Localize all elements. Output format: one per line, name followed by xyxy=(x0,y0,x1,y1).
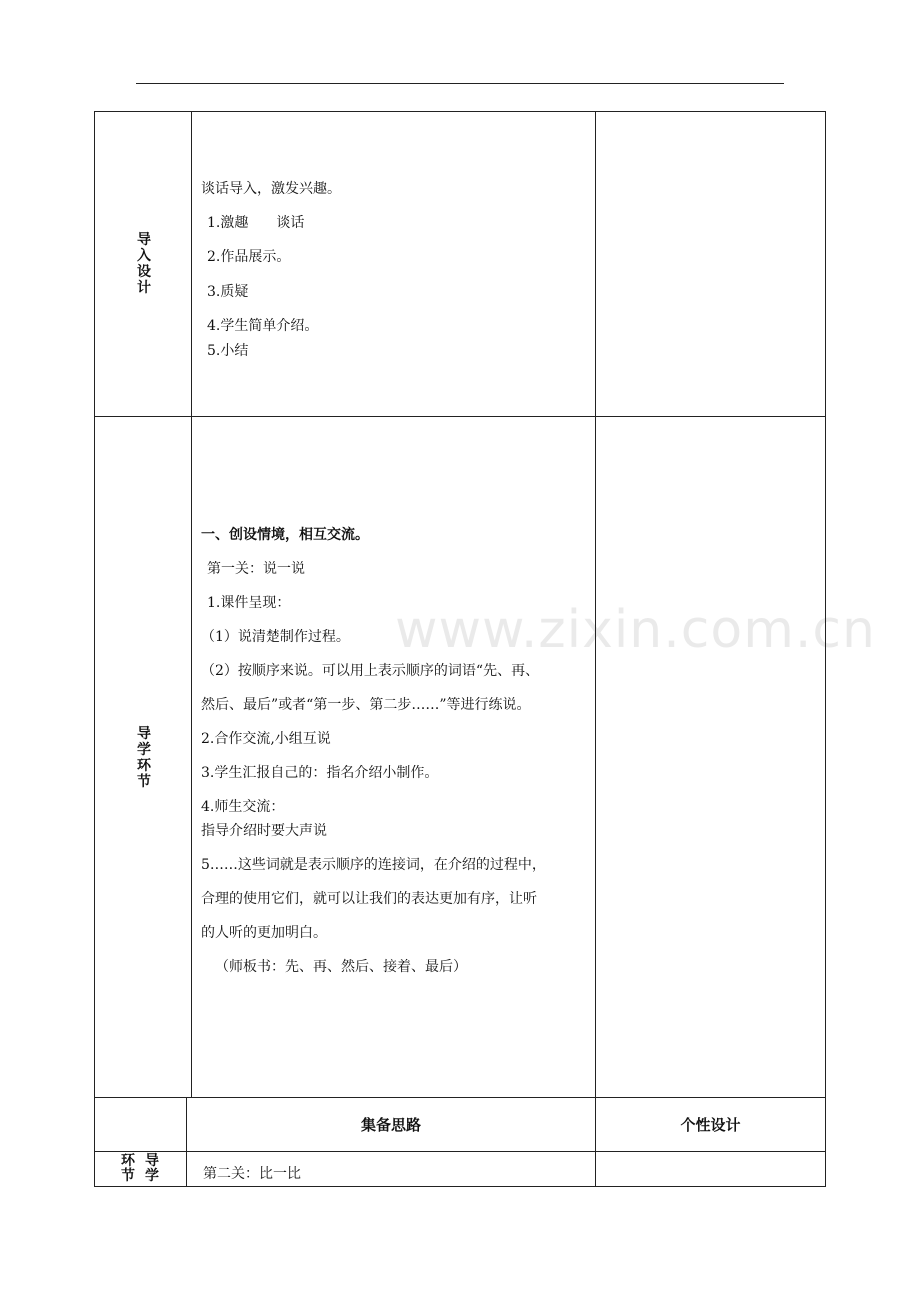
col-divider-2 xyxy=(595,111,596,1186)
header-rule xyxy=(136,83,784,84)
lesson-line: （1）说清楚制作过程。 xyxy=(201,629,350,645)
row4-label-right xyxy=(145,1154,161,1184)
intro-line: 1.激趣 谈话 xyxy=(207,215,305,231)
label-char: 设 xyxy=(137,264,151,280)
label-char: 学 xyxy=(145,1168,159,1184)
row4-label-left xyxy=(121,1154,137,1184)
table-border-left xyxy=(94,111,95,1186)
intro-line: 5.小结 xyxy=(207,343,249,359)
label-char: 计 xyxy=(137,280,151,296)
column-header-collective-prep: 集备思路 xyxy=(360,1116,421,1134)
intro-line: 2.作品展示。 xyxy=(207,249,291,265)
table-border-right xyxy=(825,111,826,1186)
lesson-line: 合理的使用它们，就可以让我们的表达更加有序，让听 xyxy=(201,891,537,907)
label-char: 入 xyxy=(137,248,151,264)
lesson-line: 1.课件呈现： xyxy=(207,595,291,611)
lesson-line: 然后、最后”或者“第一步、第二步……”等进行练说。 xyxy=(201,697,531,713)
row-label-guided-learning xyxy=(136,726,152,790)
lesson-line: 指导介绍时要大声说 xyxy=(201,823,327,839)
lesson-line: 2.合作交流,小组互说 xyxy=(201,731,331,747)
lesson-line: （师板书：先、再、然后、接着、最后） xyxy=(215,959,467,975)
row-divider-1 xyxy=(94,416,826,417)
lesson-line: 3.学生汇报自己的：指名介绍小制作。 xyxy=(201,765,439,781)
column-header-personal-design: 个性设计 xyxy=(680,1116,741,1134)
label-char: 学 xyxy=(137,742,151,758)
label-char: 环 xyxy=(121,1153,135,1169)
lesson-line: 4.师生交流： xyxy=(201,799,285,815)
lesson-line: （2）按顺序来说。可以用上表示顺序的词语“先、再、 xyxy=(201,663,540,679)
row4-text: 第二关：比一比 xyxy=(203,1166,301,1182)
label-char: 导 xyxy=(145,1153,159,1169)
label-char: 节 xyxy=(137,774,151,790)
table-border-bottom xyxy=(94,1186,826,1187)
lesson-line: 的人听的更加明白。 xyxy=(201,925,327,941)
label-char: 导 xyxy=(137,726,151,742)
table-border-top xyxy=(94,111,826,112)
col-divider-1-upper xyxy=(191,111,192,1097)
section-heading: 一、创设情境，相互交流。 xyxy=(201,527,369,543)
label-char: 节 xyxy=(121,1168,135,1184)
row-divider-3 xyxy=(94,1151,826,1152)
intro-line: 4.学生简单介绍。 xyxy=(207,318,319,334)
lesson-line: 5……这些词就是表示顺序的连接词，在介绍的过程中， xyxy=(201,857,546,873)
lesson-line: 第一关：说一说 xyxy=(207,561,305,577)
label-char: 导 xyxy=(137,232,151,248)
intro-line: 3.质疑 xyxy=(207,284,249,300)
row-divider-2 xyxy=(94,1097,826,1098)
watermark: www.zixin.com.cn xyxy=(395,600,876,660)
col-divider-1-lower xyxy=(186,1097,187,1186)
label-char: 环 xyxy=(137,758,151,774)
intro-line: 谈话导入，激发兴趣。 xyxy=(201,181,341,197)
row-label-intro-design xyxy=(136,232,152,296)
